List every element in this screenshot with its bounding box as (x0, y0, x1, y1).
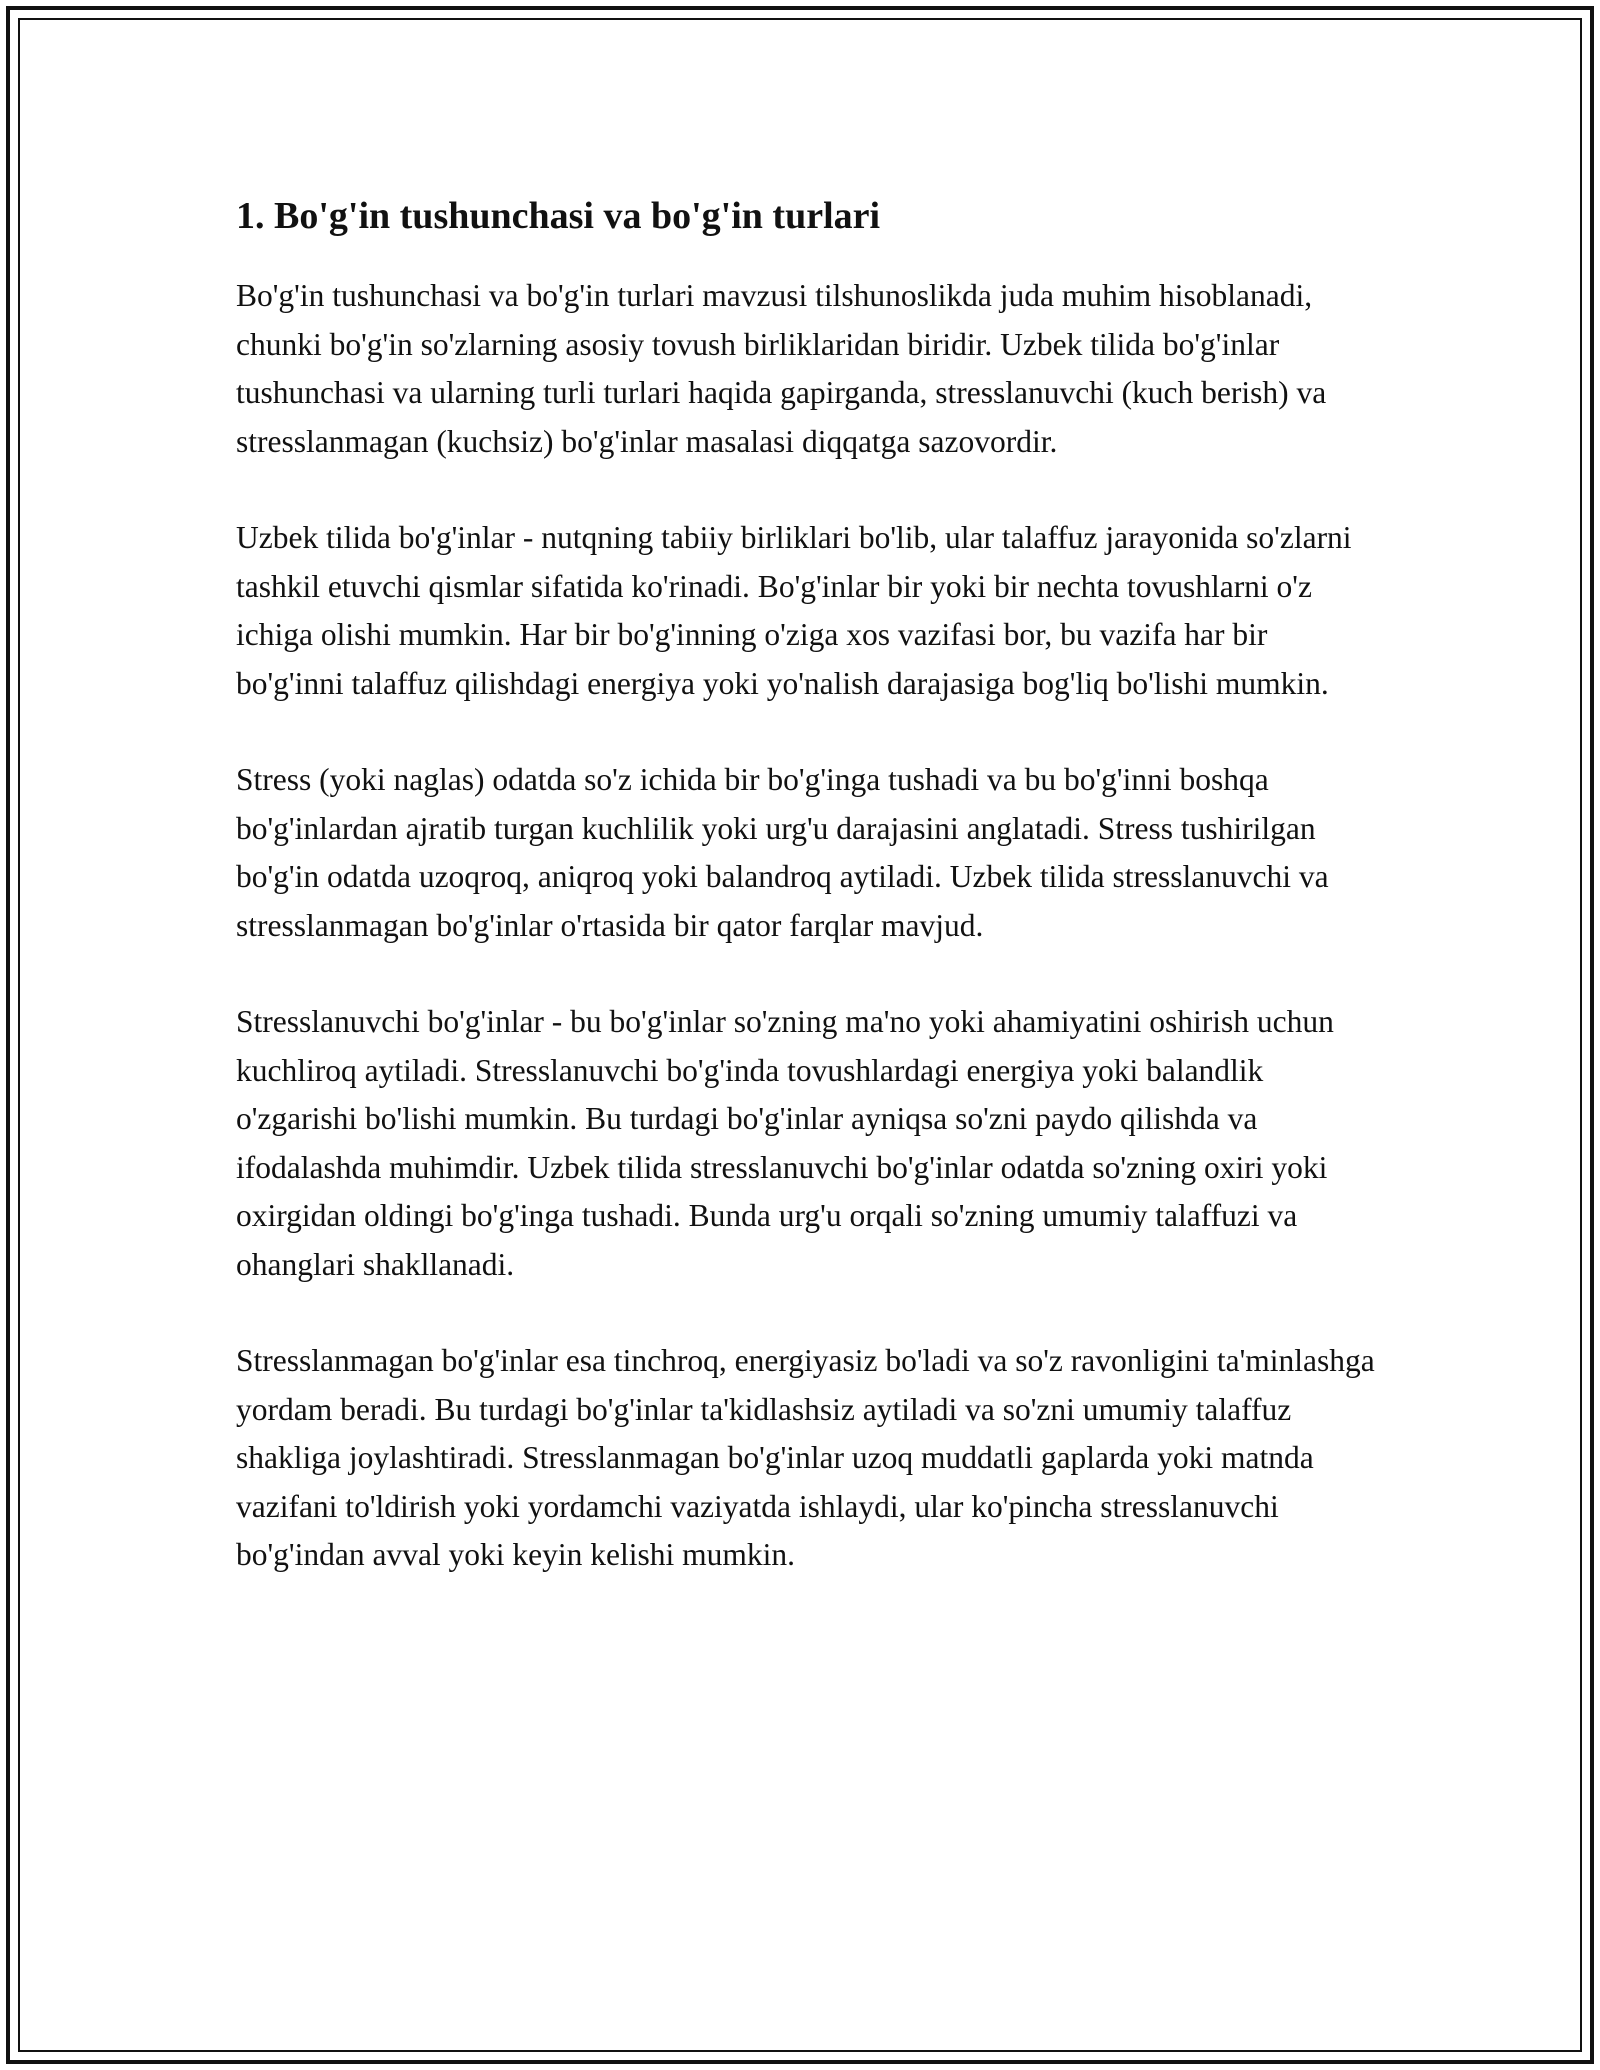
paragraph-1: Bo'g'in tushunchasi va bo'g'in turlari mavzusi tilshunoslikda juda muhim hisoblanadi, chunki bo'g'in so'zlarning asosiy tovush birliklaridan biridir. Uzbek tilida bo'g'inlar tushunchasi va ularning turli turlari haqida gapirganda, stresslanuvchi (kuch berish) va stresslanmagan (kuchsiz) bo'g'inlar masalasi diqqatga sazovordir. (236, 278, 1327, 459)
paragraph-4: Stresslanuvchi bo'g'inlar - bu bo'g'inlar so'zning ma'no yoki ahamiyatini oshirish uchun kuchliroq aytiladi. Stresslanuvchi bo'g'inda tovushlardagi energiya yoki balandlik o'zgarishi bo'lishi mumkin. Bu turdagi bo'g'inlar ayniqsa so'zni paydo qilishda va ifodalashda muhimdir. Uzbek tilida stresslanuvchi bo'g'inlar odatda so'zning oxiri yoki oxirgidan oldingi bo'g'inga tushadi. Bunda urg'u orqali so'zning umumiy talaffuzi va ohanglari shakllanadi. (236, 1004, 1334, 1282)
paragraph-2: Uzbek tilida bo'g'inlar - nutqning tabiiy birliklari bo'lib, ular talaffuz jarayonida so'zlarni tashkil etuvchi qismlar sifatida ko'rinadi. Bo'g'inlar bir yoki bir nechta tovushlarni o'z ichiga olishi mumkin. Har bir bo'g'inning o'ziga xos vazifasi bor, bu vazifa har bir bo'g'inni talaffuz qilishdagi energiya yoki yo'nalish darajasiga bog'liq bo'lishi mumkin. (236, 520, 1352, 701)
paragraph-3: Stress (yoki naglas) odatda so'z ichida bir bo'g'inga tushadi va bu bo'g'inni boshqa bo'g'inlardan ajratib turgan kuchlilik yoki urg'u darajasini anglatadi. Stress tushirilgan bo'g'in odatda uzoqroq, aniqroq yoki balandroq aytiladi. Uzbek tilida stresslanuvchi va stresslanmagan bo'g'inlar o'rtasida bir qator farqlar mavjud. (236, 762, 1329, 943)
section-heading: 1. Bo'g'in tushunchasi va bo'g'in turlari (236, 195, 881, 237)
paragraph-5: Stresslanmagan bo'g'inlar esa tinchroq, energiyasiz bo'ladi va so'z ravonligini ta'minlashga yordam beradi. Bu turdagi bo'g'inlar ta'kidlashsiz aytiladi va so'zni umumiy talaffuz shakliga joylashtiradi. Stresslanmagan bo'g'inlar uzoq muddatli gaplarda yoki matnda vazifani to'ldirish yoki yordamchi vaziyatda ishlaydi, ular ko'pincha stresslanuvchi bo'g'indan avval yoki keyin kelishi mumkin. (236, 1343, 1375, 1572)
document-body (236, 186, 1376, 1628)
